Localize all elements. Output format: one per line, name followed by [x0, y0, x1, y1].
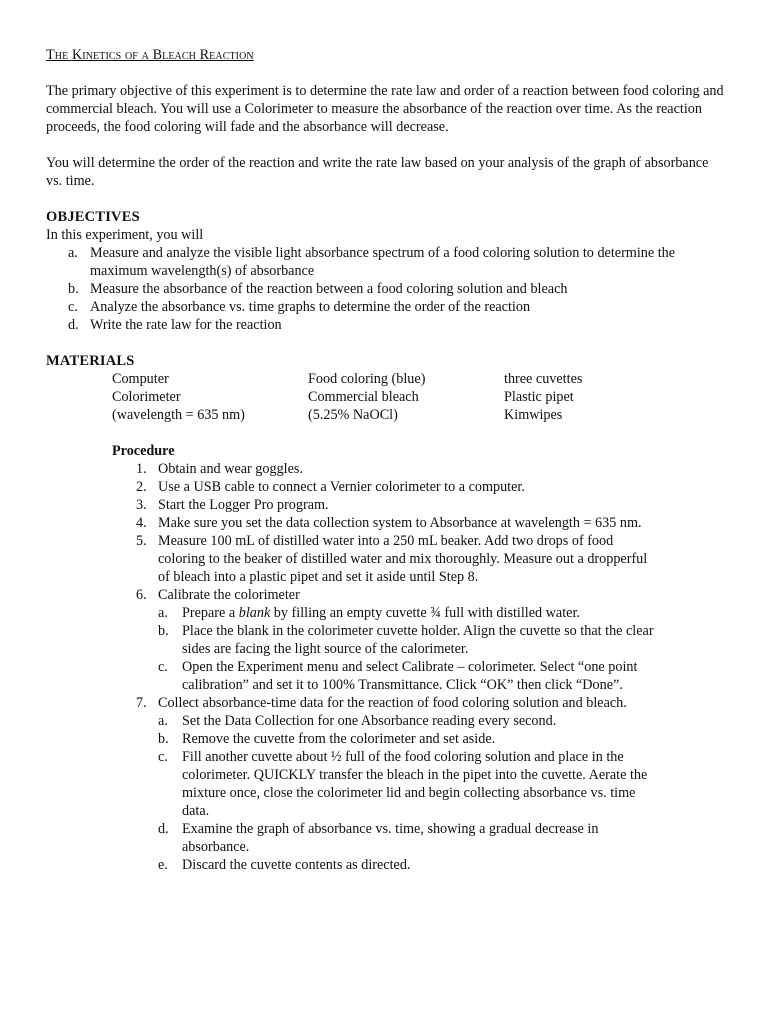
step-text: Start the Logger Pro program.: [158, 497, 329, 513]
step-content: [158, 694, 658, 874]
step-number-text: 6.: [136, 587, 147, 603]
materials-cell: Computer: [112, 371, 169, 387]
objective-item: [46, 280, 726, 298]
step-number: [112, 586, 158, 694]
substep-text: Remove the cuvette from the colorimeter and set aside.: [182, 731, 496, 747]
objective-text: Write the rate law for the reaction: [90, 317, 282, 333]
substep-marker: c.: [158, 659, 168, 675]
substep: [158, 622, 658, 658]
step-number: [112, 460, 158, 478]
objectives-lead: In this experiment, you will: [46, 227, 204, 243]
step-number: [112, 532, 158, 586]
procedure-step: [112, 496, 726, 514]
step-content: [158, 586, 658, 694]
substeps-list: [158, 712, 658, 874]
substep-emphasis: blank: [238, 605, 271, 621]
step-number: [112, 694, 158, 874]
substep: [158, 604, 658, 622]
procedure-step: [112, 514, 726, 532]
objective-text: Measure the absorbance of the reaction between a food coloring solution and bleach: [90, 281, 568, 297]
substep-marker: b.: [158, 623, 169, 639]
substep-marker: b.: [158, 731, 169, 747]
materials-row: [112, 370, 726, 388]
materials-table: [112, 370, 726, 424]
substep-marker: a.: [158, 713, 168, 729]
objective-marker: d.: [68, 317, 79, 333]
step-number-text: 1.: [136, 461, 147, 477]
substep-text: Open the Experiment menu and select Calibrate – colorimeter. Select “one point calibration” and set it to 100% Transmittance. Click “OK” then click “Done”.: [182, 659, 638, 693]
materials-row: [112, 388, 726, 406]
materials-cell: Kimwipes: [504, 407, 563, 423]
objective-text: Analyze the absorbance vs. time graphs to determine the order of the reaction: [90, 299, 531, 315]
objective-marker: c.: [68, 299, 78, 315]
materials-cell: Commercial bleach: [308, 389, 419, 405]
substep-text: Examine the graph of absorbance vs. time, showing a gradual decrease in absorbance.: [182, 821, 599, 855]
substep-marker: d.: [158, 821, 169, 837]
step-number-text: 7.: [136, 695, 147, 711]
objective-text: Measure and analyze the visible light absorbance spectrum of a food coloring solution to determine the maximum wavelength(s) of absorbance: [90, 245, 676, 279]
substep-marker: c.: [158, 749, 168, 765]
materials-cell: (5.25% NaOCl): [308, 407, 398, 423]
objective-item: [46, 316, 726, 334]
procedure-step: [112, 532, 726, 586]
step-number: [112, 478, 158, 496]
substep-text: Place the blank in the colorimeter cuvette holder. Align the cuvette so that the clear sides are facing the light source of the calorimeter.: [182, 623, 654, 657]
step-text: Obtain and wear goggles.: [158, 461, 303, 477]
materials-row: [112, 406, 726, 424]
step-number-text: 3.: [136, 497, 147, 513]
objectives-list: [46, 244, 726, 334]
substep-marker: e.: [158, 857, 168, 873]
procedure-step: [112, 460, 726, 478]
materials-cell: three cuvettes: [504, 371, 583, 387]
objective-marker: b.: [68, 281, 79, 297]
objective-marker: a.: [68, 245, 78, 261]
substep: [158, 748, 658, 820]
step-text: Collect absorbance-time data for the reaction of food coloring solution and bleach.: [158, 695, 627, 711]
substeps-list: [158, 604, 658, 694]
substep: [158, 712, 658, 730]
procedure-heading: Procedure: [112, 443, 175, 459]
procedure-step: [112, 694, 726, 874]
intro-paragraph-1: The primary objective of this experiment is to determine the rate law and order of a reaction between food coloring and commercial bleach. You will use a Colorimeter to measure the absorbance of the reaction over time. As the reaction proceeds, the food coloring will fade and the absorbance will decrease.: [46, 83, 724, 135]
document-page: [46, 46, 726, 874]
objective-item: [46, 244, 726, 280]
substep-text: Fill another cuvette about ½ full of the food coloring solution and place in the colorimeter. QUICKLY transfer the bleach in the pipet into the cuvette. Aerate the mixture once, close the colorimeter lid and begin collecting absorbance vs. time data.: [182, 749, 648, 819]
substep: [158, 730, 658, 748]
materials-heading: MATERIALS: [46, 353, 135, 369]
procedure-step: [112, 586, 726, 694]
materials-cell: Food coloring (blue): [308, 371, 426, 387]
materials-cell: Plastic pipet: [504, 389, 574, 405]
procedure-section: [112, 442, 726, 874]
substep-marker: a.: [158, 605, 168, 621]
step-number: [112, 514, 158, 532]
step-text: Calibrate the colorimeter: [158, 587, 300, 603]
substep-text-pre: Prepare a: [182, 605, 239, 621]
step-number-text: 5.: [136, 533, 147, 549]
objectives-heading: OBJECTIVES: [46, 209, 140, 225]
substep: [158, 856, 658, 874]
materials-cell: (wavelength = 635 nm): [112, 407, 245, 423]
substep-text: [182, 604, 656, 622]
objective-item: [46, 298, 726, 316]
step-number: [112, 496, 158, 514]
substep: [158, 820, 658, 856]
procedure-steps: [112, 460, 726, 874]
step-text: Use a USB cable to connect a Vernier colorimeter to a computer.: [158, 479, 525, 495]
substep-text: Discard the cuvette contents as directed.: [182, 857, 411, 873]
step-number-text: 4.: [136, 515, 147, 531]
step-text: Measure 100 mL of distilled water into a 250 mL beaker. Add two drops of food coloring to the beaker of distilled water and mix thoroughly. Measure out a dropperful of bleach into a plastic pipet and set it aside until Step 8.: [158, 533, 648, 585]
materials-cell: Colorimeter: [112, 389, 181, 405]
step-text: Make sure you set the data collection system to Absorbance at wavelength = 635 nm.: [158, 515, 642, 531]
intro-paragraph-2: You will determine the order of the reaction and write the rate law based on your analysis of the graph of absorbance vs. time.: [46, 155, 709, 189]
step-number-text: 2.: [136, 479, 147, 495]
document-title: The Kinetics of a Bleach Reaction: [46, 47, 254, 63]
substep-text-post: by filling an empty cuvette ¾ full with distilled water.: [270, 605, 580, 621]
substep-text: Set the Data Collection for one Absorbance reading every second.: [182, 713, 557, 729]
procedure-step: [112, 478, 726, 496]
substep: [158, 658, 658, 694]
